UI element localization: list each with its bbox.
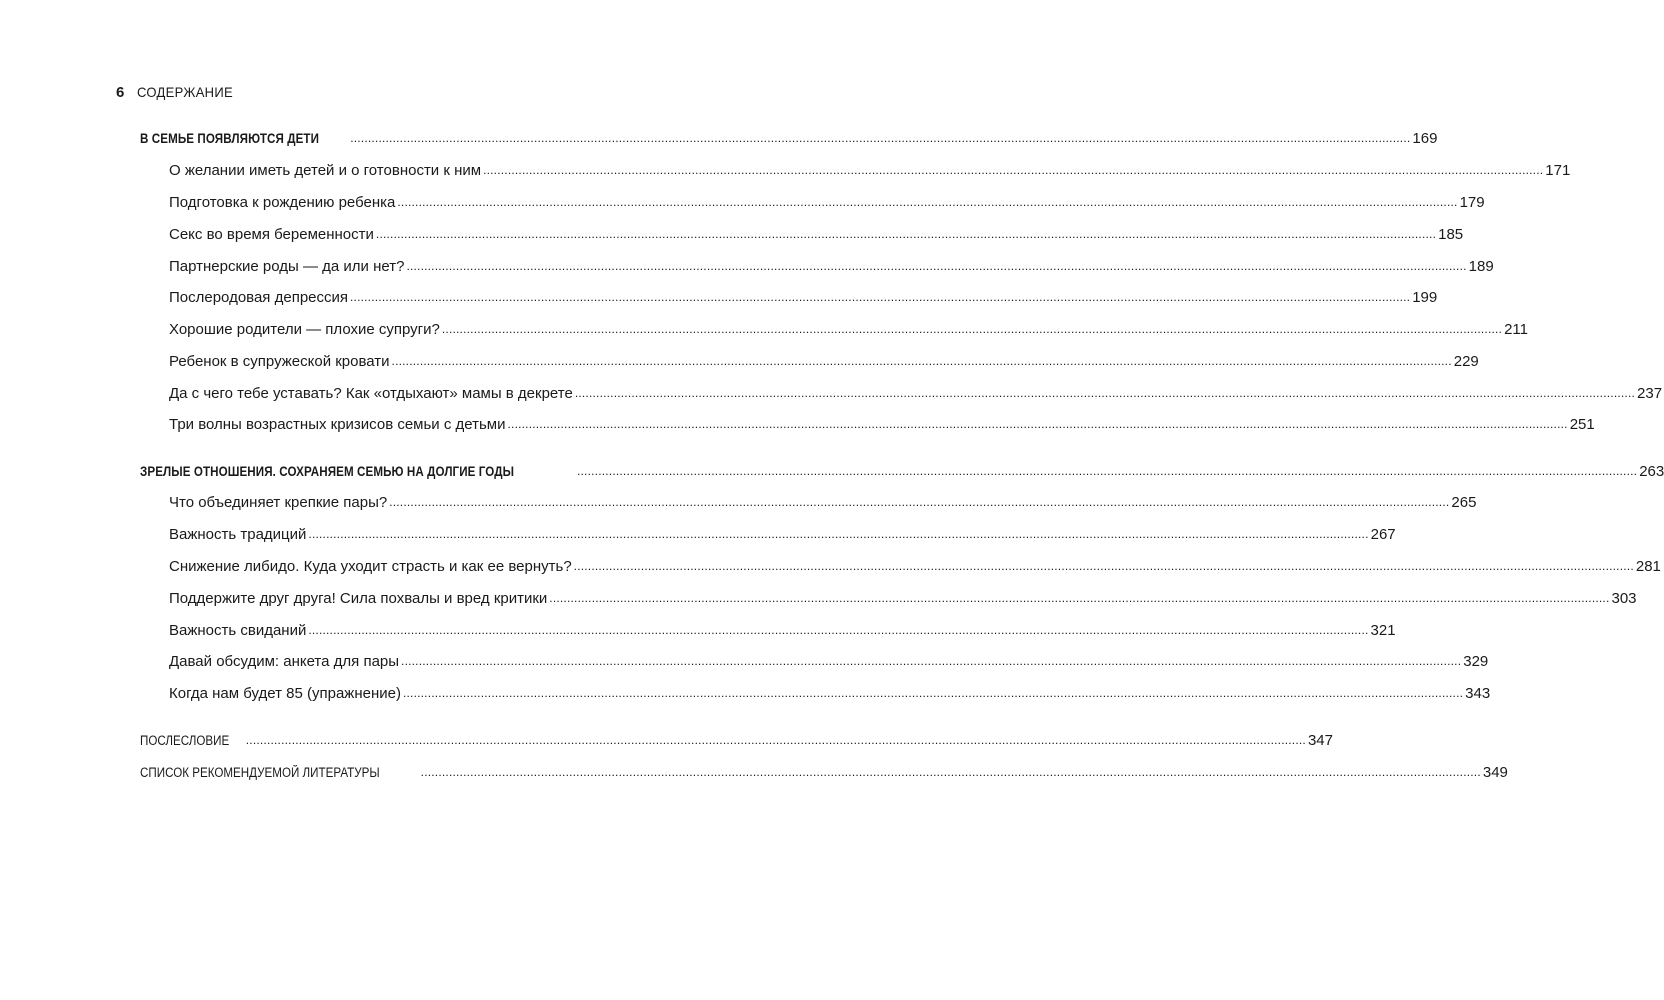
toc-entry-title: О желании иметь детей и о готовности к ним bbox=[169, 162, 482, 179]
toc-entry-title: Что объединяет крепкие пары? bbox=[169, 494, 388, 511]
toc-entry[interactable] bbox=[169, 492, 1477, 514]
toc-page-number: 267 bbox=[1370, 526, 1396, 543]
toc-entry-title: Партнерские роды — да или нет? bbox=[169, 258, 405, 275]
dot-leader: ............................................................................................................................................................................................................................................................................................................ bbox=[402, 686, 1464, 700]
dot-leader: ............................................................................................................................................................................................................................................................................................................ bbox=[574, 386, 1636, 400]
toc-entry-title: Снижение либидо. Куда уходит страсть и как ее вернуть? bbox=[169, 558, 572, 575]
toc-entry-title: Три волны возрастных кризисов семьи с детьми bbox=[169, 416, 506, 433]
dot-leader: ............................................................................................................................................................................................................................................................................................................ bbox=[245, 733, 1306, 747]
toc-entry[interactable] bbox=[169, 683, 1491, 705]
toc-afterword[interactable] bbox=[140, 730, 1333, 752]
toc-entry[interactable] bbox=[169, 414, 1595, 436]
toc-literature[interactable] bbox=[140, 762, 1508, 784]
toc-page-number: 343 bbox=[1465, 685, 1491, 702]
toc-entry-title: Важность традиций bbox=[169, 526, 307, 543]
dot-leader: ............................................................................................................................................................................................................................................................................................................ bbox=[397, 195, 1458, 209]
dot-leader: ............................................................................................................................................................................................................................................................................................................ bbox=[573, 559, 1634, 573]
toc-entry-title: Важность свиданий bbox=[169, 622, 307, 639]
running-header-title: СОДЕРЖАНИЕ bbox=[136, 84, 233, 100]
toc-page-number: 199 bbox=[1412, 289, 1438, 306]
dot-leader: ............................................................................................................................................................................................................................................................................................................ bbox=[350, 290, 1411, 304]
toc-page-number: 229 bbox=[1453, 353, 1479, 370]
toc-page-number: 303 bbox=[1611, 590, 1637, 607]
toc-entry[interactable] bbox=[169, 556, 1661, 578]
dot-leader: ............................................................................................................................................................................................................................................................................................................ bbox=[420, 765, 1481, 779]
toc-entry-title: Подготовка к рождению ребенка bbox=[169, 194, 396, 211]
dot-leader: ............................................................................................................................................................................................................................................................................................................ bbox=[391, 354, 1452, 368]
toc-page-number: 179 bbox=[1459, 194, 1485, 211]
toc-entry[interactable] bbox=[169, 160, 1571, 182]
toc-entry[interactable] bbox=[169, 287, 1438, 309]
toc-page-number: 251 bbox=[1569, 416, 1595, 433]
toc-entry-title: Секс во время беременности bbox=[169, 226, 374, 243]
toc-section-heading[interactable] bbox=[140, 461, 1664, 483]
toc-entry-title: Давай обсудим: анкета для пары bbox=[169, 653, 400, 670]
toc-afterword-title: ПОСЛЕСЛОВИЕ bbox=[140, 733, 230, 748]
dot-leader: ............................................................................................................................................................................................................................................................................................................ bbox=[401, 654, 1462, 668]
toc-page-number: 237 bbox=[1637, 385, 1663, 402]
toc-entry-title: Да с чего тебе уставать? Как «отдыхают» мамы в декрете bbox=[169, 385, 573, 402]
toc-entry[interactable] bbox=[169, 224, 1464, 246]
toc-page-number: 171 bbox=[1545, 162, 1571, 179]
toc-entry[interactable] bbox=[169, 620, 1396, 642]
dot-leader: ............................................................................................................................................................................................................................................................................................................ bbox=[308, 527, 1369, 541]
toc-entry[interactable] bbox=[169, 588, 1637, 610]
dot-leader: ............................................................................................................................................................................................................................................................................................................ bbox=[406, 259, 1467, 273]
toc-entry-title: Ребенок в супружеской кровати bbox=[169, 353, 390, 370]
toc-entry[interactable] bbox=[169, 524, 1396, 546]
toc-page-number: 169 bbox=[1412, 130, 1438, 147]
dot-leader: ............................................................................................................................................................................................................................................................................................................ bbox=[441, 322, 1503, 336]
toc-entry[interactable] bbox=[169, 651, 1489, 673]
dot-leader: ............................................................................................................................................................................................................................................................................................................ bbox=[389, 495, 1450, 509]
toc-entry[interactable] bbox=[169, 383, 1663, 405]
page-header bbox=[116, 80, 240, 104]
toc-page-number: 349 bbox=[1482, 764, 1508, 781]
toc-page-number: 347 bbox=[1307, 732, 1333, 749]
toc-page-number: 263 bbox=[1639, 463, 1664, 480]
dot-leader: ............................................................................................................................................................................................................................................................................................................ bbox=[507, 417, 1568, 431]
toc-literature-title: СПИСОК РЕКОМЕНДУЕМОЙ ЛИТЕРАТУРЫ bbox=[140, 765, 380, 780]
dot-leader: ............................................................................................................................................................................................................................................................................................................ bbox=[576, 464, 1638, 478]
toc-section-title: В СЕМЬЕ ПОЯВЛЯЮТСЯ ДЕТИ bbox=[140, 131, 320, 146]
page-number: 6 bbox=[116, 83, 125, 101]
toc-entry[interactable] bbox=[169, 319, 1529, 341]
toc-page-number: 189 bbox=[1468, 258, 1494, 275]
toc-page-number: 265 bbox=[1451, 494, 1477, 511]
toc-entry[interactable] bbox=[169, 192, 1485, 214]
dot-leader: ............................................................................................................................................................................................................................................................................................................ bbox=[308, 623, 1369, 637]
dot-leader: ............................................................................................................................................................................................................................................................................................................ bbox=[350, 131, 1411, 145]
toc-page-number: 211 bbox=[1504, 321, 1529, 338]
toc-page-number: 281 bbox=[1635, 558, 1661, 575]
toc-entry-title: Послеродовая депрессия bbox=[169, 289, 349, 306]
toc-page-number: 321 bbox=[1370, 622, 1396, 639]
toc-entry-title: Когда нам будет 85 (упражнение) bbox=[169, 685, 401, 702]
dot-leader: ............................................................................................................................................................................................................................................................................................................ bbox=[375, 227, 1437, 241]
toc-section-heading[interactable] bbox=[140, 128, 1438, 150]
toc-entry[interactable] bbox=[169, 256, 1494, 278]
toc-page-number: 185 bbox=[1438, 226, 1464, 243]
dot-leader: ............................................................................................................................................................................................................................................................................................................ bbox=[483, 163, 1544, 177]
toc-section-title: ЗРЕЛЫЕ ОТНОШЕНИЯ. СОХРАНЯЕМ СЕМЬЮ НА ДОЛГИЕ ГОДЫ bbox=[140, 464, 515, 479]
toc-page-number: 329 bbox=[1463, 653, 1489, 670]
dot-leader: ............................................................................................................................................................................................................................................................................................................ bbox=[549, 591, 1610, 605]
toc-entry-title: Поддержите друг друга! Сила похвалы и вред критики bbox=[169, 590, 548, 607]
toc-entry[interactable] bbox=[169, 351, 1479, 373]
toc-entry-title: Хорошие родители — плохие супруги? bbox=[169, 321, 440, 338]
